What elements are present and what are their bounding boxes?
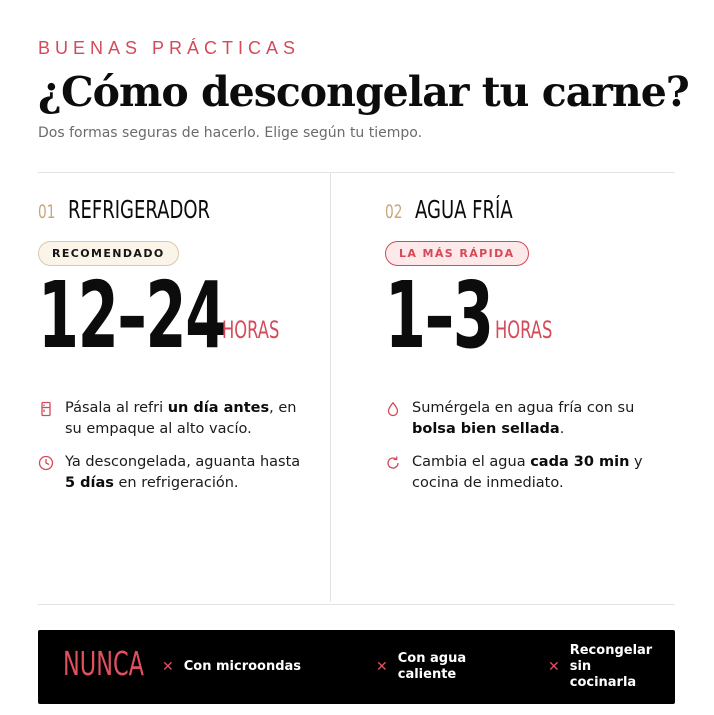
x-icon: ✕ bbox=[548, 659, 560, 675]
time-value: 12–24 bbox=[38, 262, 225, 369]
tip-item bbox=[38, 452, 308, 494]
x-icon: ✕ bbox=[162, 659, 174, 675]
tip-text-bold: cada 30 min bbox=[530, 454, 630, 470]
method-heading bbox=[38, 195, 308, 231]
fridge-icon bbox=[38, 401, 54, 417]
tip-text-bold: bolsa bien sellada bbox=[412, 421, 560, 437]
tip-text-pre: Sumérgela en agua fría con su bbox=[412, 400, 635, 416]
page-subtitle: Dos formas seguras de hacerlo. Elige según tu tiempo. bbox=[38, 125, 423, 141]
tip-item bbox=[385, 452, 677, 494]
time-unit: HORAS bbox=[222, 316, 280, 344]
never-item-label: Recongelar sin cocinarla bbox=[569, 643, 653, 690]
tip-text-pre: Ya descongelada, aguanta hasta bbox=[65, 454, 301, 470]
tip-text-bold: 5 días bbox=[65, 475, 114, 491]
method-number: 02 bbox=[385, 201, 403, 223]
tip-text-pre: Cambia el agua bbox=[412, 454, 531, 470]
recommended-badge: RECOMENDADO bbox=[38, 241, 179, 266]
time-range bbox=[38, 262, 308, 374]
time-range bbox=[385, 262, 677, 374]
tip-text-bold: un día antes bbox=[167, 400, 270, 416]
method-number: 01 bbox=[38, 201, 56, 223]
tip-text-post: . bbox=[559, 421, 565, 437]
method-title: AGUA FRÍA bbox=[415, 195, 513, 224]
fastest-badge: LA MÁS RÁPIDA bbox=[385, 241, 529, 266]
time-unit: HORAS bbox=[495, 316, 553, 344]
method-card-cold-water bbox=[385, 195, 677, 506]
page-title: ¿Cómo descongelar tu carne? bbox=[38, 68, 689, 116]
column-divider bbox=[330, 172, 331, 602]
method-title: REFRIGERADOR bbox=[68, 195, 210, 224]
x-icon: ✕ bbox=[376, 659, 388, 675]
method-card-refrigerator bbox=[38, 195, 308, 506]
tip-item bbox=[385, 398, 677, 440]
method-heading bbox=[385, 195, 677, 231]
tip-text-pre: Pásala al refri bbox=[65, 400, 168, 416]
tip-text-post: y cocina de inmediato. bbox=[412, 454, 643, 491]
clock-icon bbox=[38, 455, 54, 471]
never-item bbox=[376, 630, 468, 704]
never-item-label: Con microondas bbox=[183, 659, 302, 674]
tip-text-post: en refrigeración. bbox=[113, 475, 239, 491]
bottom-divider bbox=[38, 604, 675, 605]
tips-list bbox=[385, 398, 677, 494]
top-divider bbox=[38, 172, 675, 173]
tips-list bbox=[38, 398, 308, 494]
eyebrow-label: BUENAS PRÁCTICAS bbox=[38, 38, 301, 58]
never-item-label: Con agua caliente bbox=[397, 651, 467, 682]
tip-item bbox=[38, 398, 308, 440]
refresh-icon bbox=[385, 455, 401, 471]
tip-text-post: , en su empaque al alto vacío. bbox=[65, 400, 297, 437]
never-banner bbox=[38, 630, 675, 704]
time-value: 1–3 bbox=[385, 262, 493, 369]
never-item bbox=[162, 630, 301, 704]
water-drop-icon bbox=[385, 401, 401, 417]
never-title: NUNCA bbox=[63, 644, 145, 683]
never-item bbox=[548, 630, 660, 704]
